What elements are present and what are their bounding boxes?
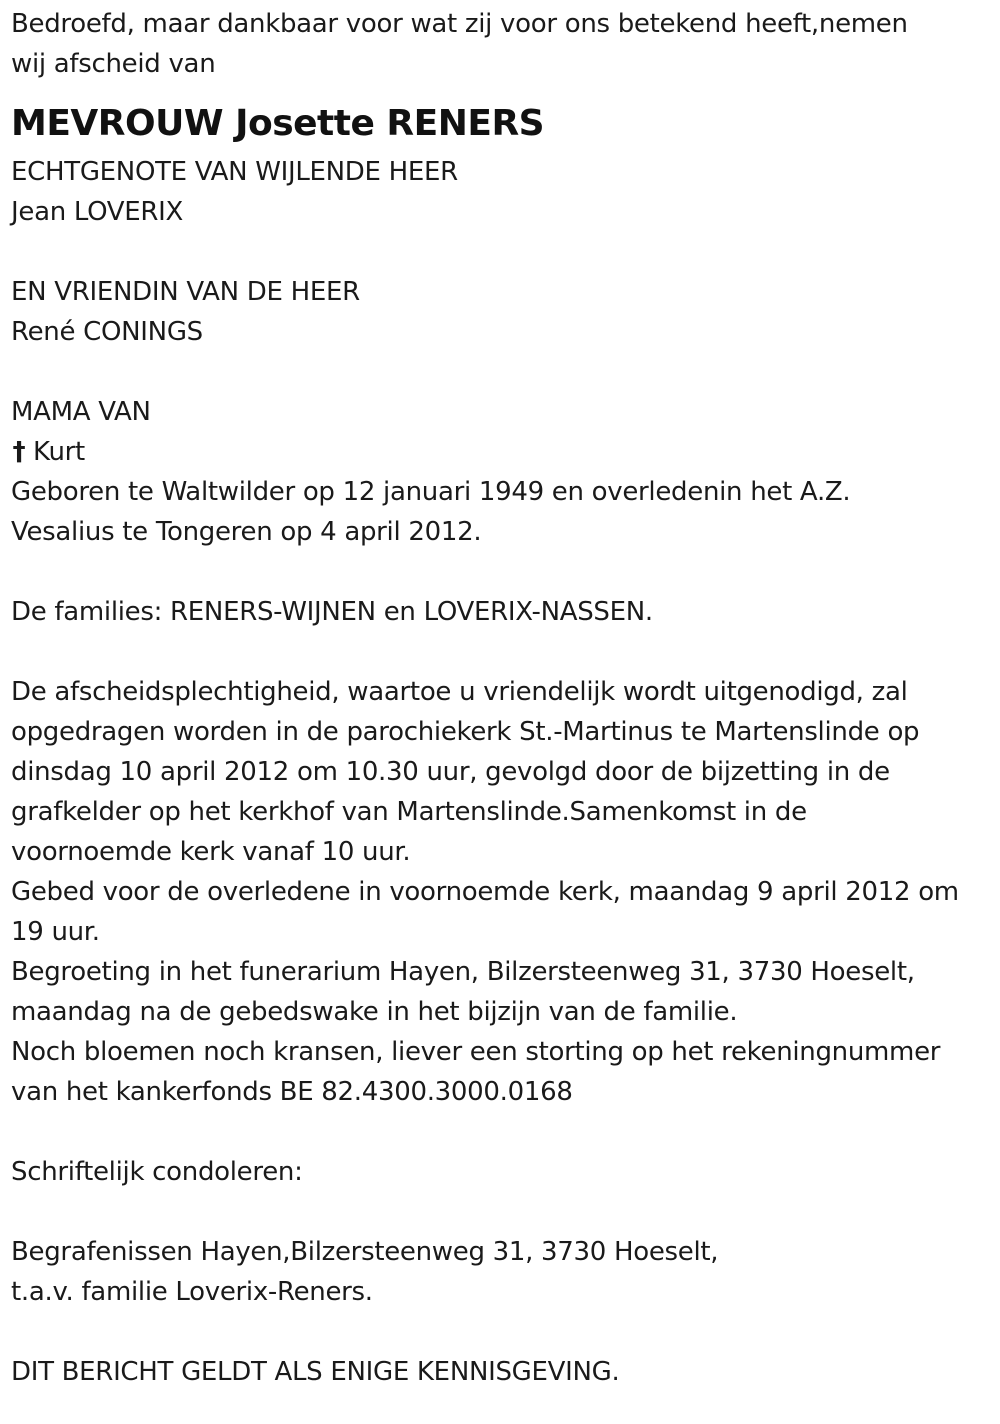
spouse-section bbox=[11, 152, 996, 232]
ceremony-line: opgedragen worden in de parochiekerk St.-Martinus te Martenslinde op bbox=[11, 717, 920, 747]
intro-text bbox=[11, 4, 996, 84]
obituary-notice bbox=[11, 4, 996, 1392]
child-entry bbox=[11, 432, 996, 472]
spacer bbox=[11, 1192, 996, 1232]
address-section bbox=[11, 1232, 996, 1312]
ceremony-line: De afscheidsplechtigheid, waartoe u vriendelijk wordt uitgenodigd, zal bbox=[11, 677, 908, 707]
birth-death-line: Geboren te Waltwilder op 12 januari 1949 en overledenin het A.Z. bbox=[11, 477, 851, 507]
ceremony-line: Begroeting in het funerarium Hayen, Bilzersteenweg 31, 3730 Hoeselt, bbox=[11, 957, 915, 987]
spouse-name: Jean LOVERIX bbox=[11, 197, 184, 227]
address-line: Begrafenissen Hayen,Bilzersteenweg 31, 3730 Hoeselt, bbox=[11, 1237, 719, 1267]
closing-notice: DIT BERICHT GELDT ALS ENIGE KENNISGEVING. bbox=[11, 1357, 620, 1387]
child-name: Kurt bbox=[33, 437, 85, 467]
spacer bbox=[11, 552, 996, 592]
ceremony-section bbox=[11, 672, 996, 1112]
children-relation: MAMA VAN bbox=[11, 397, 151, 427]
intro-line: Bedroefd, maar dankbaar voor wat zij voor ons betekend heeft,nemen bbox=[11, 9, 908, 39]
friend-name: René CONINGS bbox=[11, 317, 203, 347]
spacer bbox=[11, 1312, 996, 1352]
spacer bbox=[11, 1112, 996, 1152]
birth-death-line: Vesalius te Tongeren op 4 april 2012. bbox=[11, 517, 482, 547]
ceremony-line: Noch bloemen noch kransen, liever een storting op het rekeningnummer bbox=[11, 1037, 941, 1067]
address-line: t.a.v. familie Loverix-Reners. bbox=[11, 1277, 373, 1307]
birth-death-section bbox=[11, 472, 996, 552]
ceremony-line: Gebed voor de overledene in voornoemde kerk, maandag 9 april 2012 om bbox=[11, 877, 959, 907]
spacer bbox=[11, 632, 996, 672]
cross-icon: † bbox=[12, 437, 26, 467]
friend-section bbox=[11, 272, 996, 352]
spacer bbox=[11, 352, 996, 392]
ceremony-line: voornoemde kerk vanaf 10 uur. bbox=[11, 837, 411, 867]
children-section bbox=[11, 392, 996, 472]
deceased-name: MEVROUW Josette RENERS bbox=[11, 103, 545, 144]
deceased-name-block bbox=[11, 96, 996, 152]
ceremony-line: dinsdag 10 april 2012 om 10.30 uur, gevolgd door de bijzetting in de bbox=[11, 757, 890, 787]
ceremony-line: van het kankerfonds BE 82.4300.3000.0168 bbox=[11, 1077, 573, 1107]
condolence-heading: Schriftelijk condoleren: bbox=[11, 1157, 303, 1187]
friend-relation: EN VRIENDIN VAN DE HEER bbox=[11, 277, 360, 307]
families-line: De families: RENERS-WIJNEN en LOVERIX-NASSEN. bbox=[11, 597, 653, 627]
ceremony-line: grafkelder op het kerkhof van Martenslinde.Samenkomst in de bbox=[11, 797, 807, 827]
spacer bbox=[11, 232, 996, 272]
spouse-relation: ECHTGENOTE VAN WIJLENDE HEER bbox=[11, 157, 458, 187]
ceremony-line: maandag na de gebedswake in het bijzijn van de familie. bbox=[11, 997, 738, 1027]
ceremony-line: 19 uur. bbox=[11, 917, 100, 947]
intro-line: wij afscheid van bbox=[11, 49, 216, 79]
